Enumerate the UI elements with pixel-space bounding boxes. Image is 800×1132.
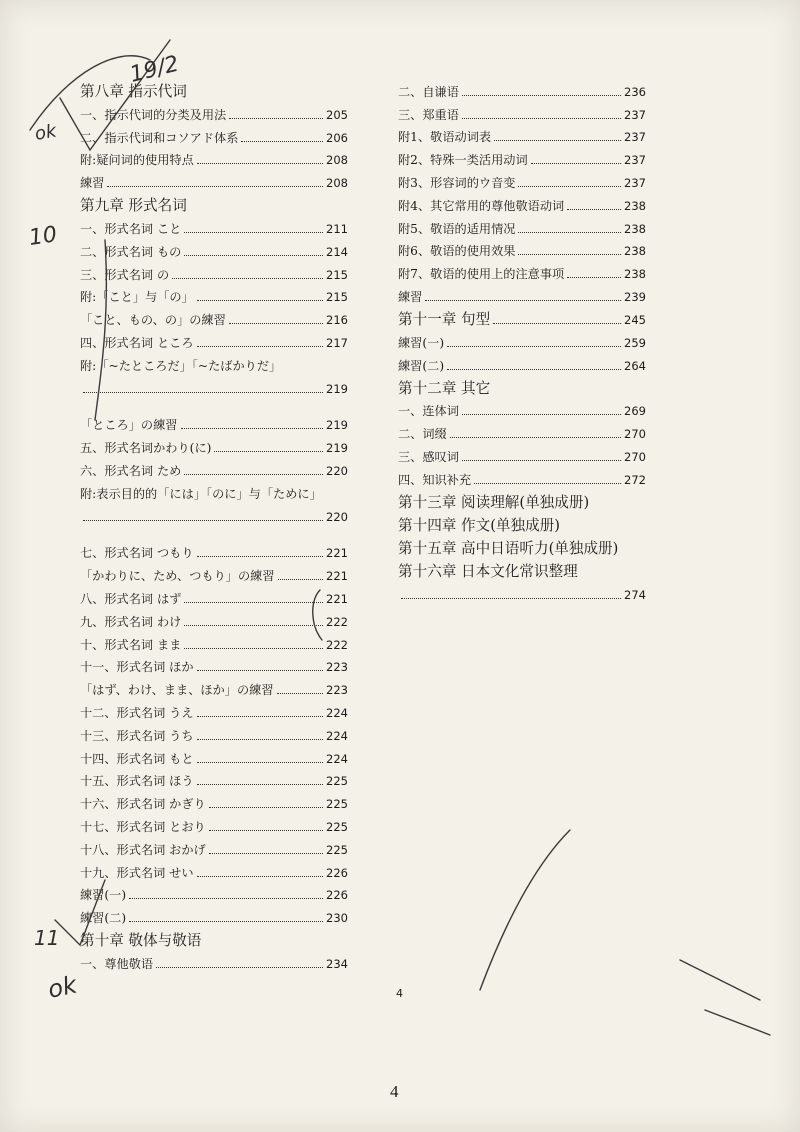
pencil-bracket [313, 590, 322, 640]
toc-page-number: 215 [326, 267, 348, 282]
toc-entry-title: 練習(二) [80, 911, 127, 926]
handwriting-ok-bottom: ok [45, 970, 80, 1004]
toc-page-number: 206 [326, 130, 348, 145]
toc-page-number: 221 [326, 569, 348, 584]
toc-page-number: 259 [624, 335, 646, 350]
toc-page-number: 219 [326, 441, 348, 456]
handwriting-eleven: 11 [34, 926, 60, 950]
toc-entry-title: 附:疑问词的使用特点 [80, 153, 194, 168]
toc-entry-title: 第十五章 高中日语听力(单独成册) [398, 539, 619, 557]
toc-entry-title: 十三、形式名词 うち [80, 728, 194, 743]
toc-page-number: 234 [326, 956, 348, 971]
toc-page-number: 208 [326, 153, 348, 168]
toc-entry-title: 十六、形式名词 かぎり [80, 797, 206, 812]
toc-entry-title: 十八、形式名词 おかげ [80, 842, 206, 857]
handwriting-ten: 10 [27, 222, 59, 251]
toc-entry-title: 四、形式名词 ところ [80, 335, 194, 350]
pencil-stroke-bottom [480, 830, 570, 990]
toc-entry-title: 附4、其它常用的尊他敬语动词 [398, 198, 565, 213]
toc-entry-title: 四、知识补充 [398, 472, 472, 487]
handwriting-top-scribble: 19/2 [127, 51, 182, 88]
toc-entry-title: 附:表示目的的「には」「のに」与「ために」 [80, 486, 322, 501]
toc-page-number: 214 [326, 244, 348, 259]
toc-page-number: 224 [326, 705, 348, 720]
toc-entry-title: 第八章 指示代词 [80, 83, 187, 100]
toc-page-number: 222 [326, 637, 348, 652]
toc-page-number: 245 [624, 312, 646, 327]
toc-entry-title: 練習(一) [398, 335, 445, 350]
toc-entry-title: 十二、形式名词 うえ [80, 705, 194, 720]
toc-entry-title: 附3、形容词的ウ音变 [398, 175, 516, 190]
toc-page-number: 211 [326, 221, 348, 236]
toc-entry-title: 二、形式名词 もの [80, 244, 182, 259]
toc-page-number: 208 [326, 176, 348, 191]
toc-entry-title: 二、词缀 [398, 427, 447, 442]
toc-entry-title: 十一、形式名词 ほか [80, 660, 194, 675]
toc-entry-title: 十四、形式名词 もと [80, 751, 194, 766]
toc-page-number: 221 [326, 546, 348, 561]
toc-entry-title: 「はず、わけ、まま、ほか」の練習 [80, 683, 274, 698]
toc-entry-title: 附2、特殊一类活用动词 [398, 153, 528, 168]
toc-page-number: 205 [326, 107, 348, 122]
toc-entry-title: 第十二章 其它 [398, 379, 491, 397]
toc-page-number: 224 [326, 728, 348, 743]
toc-entry-title: 十九、形式名词 せい [80, 865, 194, 880]
toc-page-number: 274 [624, 587, 646, 602]
toc-page-number: 224 [326, 751, 348, 766]
toc-entry-title: 十七、形式名词 とおり [80, 819, 206, 834]
toc-entry-title: 附1、敬语动词表 [398, 130, 492, 145]
toc-entry-title: 第十一章 句型 [398, 310, 491, 328]
toc-entry-title: 三、形式名词 の [80, 267, 170, 282]
toc-entry-title: 十、形式名词 まま [80, 637, 182, 652]
toc-page-number: 226 [326, 865, 348, 880]
toc-entry-title: 「ところ」の練習 [80, 418, 178, 433]
toc-page-number: 216 [326, 313, 348, 328]
toc-page-number: 238 [624, 244, 646, 259]
toc-page-number: 238 [624, 267, 646, 282]
toc-page-number: 221 [326, 591, 348, 606]
handwriting-ok-top: ok [33, 120, 58, 145]
toc-page-number: 236 [624, 84, 646, 99]
toc-page-number: 223 [326, 660, 348, 675]
toc-page-number: 223 [326, 683, 348, 698]
toc-entry-title: 第十四章 作文(单独成册) [398, 516, 560, 534]
toc-page-number: 270 [624, 427, 646, 442]
toc-page-number: 215 [326, 290, 348, 305]
toc-entry-title: 「かわりに、ため、つもり」の練習 [80, 569, 275, 584]
toc-entry-title: 附5、敬语的适用情况 [398, 221, 516, 236]
toc-page-number: 225 [326, 774, 348, 789]
toc-page-number: 272 [624, 472, 646, 487]
toc-entry-title: 二、指示代词和コソアド体系 [80, 130, 239, 145]
toc-entry-title: 九、形式名词 わけ [80, 614, 182, 629]
toc-page-number: 220 [326, 509, 348, 524]
toc-entry-title: 練習(一) [80, 888, 127, 903]
toc-page-number: 230 [326, 911, 348, 926]
toc-entry-title: 「こと、もの、の」の練習 [80, 313, 226, 328]
toc-entry-title: 一、形式名词 こと [80, 221, 182, 236]
toc-page-number: 269 [624, 404, 646, 419]
toc-page-number: 270 [624, 449, 646, 464]
toc-page-number: 219 [326, 381, 348, 396]
toc-page-number: 238 [624, 221, 646, 236]
toc-entry-title: 二、自谦语 [398, 84, 459, 99]
toc-page-number: 237 [624, 107, 646, 122]
toc-page-number: 237 [624, 130, 646, 145]
toc-entry-title: 第十六章 日本文化常识整理 [398, 562, 578, 580]
pencil-long-line [95, 240, 106, 420]
toc-entry-title: 一、连体词 [398, 404, 459, 419]
toc-entry-title: 八、形式名词 はず [80, 591, 182, 606]
toc-page-number: 225 [326, 842, 348, 857]
toc-entry-title: 練習 [398, 289, 423, 304]
toc-page-number: 222 [326, 614, 348, 629]
toc-page-number: 220 [326, 463, 348, 478]
toc-entry-title: 第十三章 阅读理解(单独成册) [398, 493, 590, 511]
toc-entry-title: 附7、敬语的使用上的注意事项 [398, 267, 565, 282]
toc-page-number: 237 [624, 153, 646, 168]
toc-entry-title: 附:「こと」与「の」 [80, 290, 194, 305]
toc-entry-title: 第十章 敬体与敬语 [80, 932, 202, 950]
toc-page-number: 219 [326, 418, 348, 433]
toc-page-number: 225 [326, 797, 348, 812]
toc-page-number: 217 [326, 335, 348, 350]
toc-page-number: 237 [624, 175, 646, 190]
toc-page-number: 239 [624, 289, 646, 304]
toc-entry-title: 附:「~たところだ」「~たばかりだ」 [80, 358, 282, 373]
toc-entry-title: 三、郑重语 [398, 107, 459, 122]
pencil-flick-2 [705, 1010, 770, 1035]
toc-entry-title: 附6、敬语的使用效果 [398, 244, 516, 259]
toc-page-number: 226 [326, 888, 348, 903]
toc-page-number: 238 [624, 198, 646, 213]
toc-entry-title: 三、感叹词 [398, 449, 459, 464]
toc-entry-title: 十五、形式名词 ほう [80, 774, 194, 789]
toc-entry-title: 七、形式名词 つもり [80, 546, 194, 561]
toc-entry-title: 第九章 形式名词 [80, 197, 187, 215]
toc-entry-title: 五、形式名词かわり(に) [80, 441, 212, 456]
toc-entry-title: 練習 [80, 176, 105, 191]
toc-entry-title: 練習(二) [398, 358, 445, 373]
toc-page-number: 225 [326, 819, 348, 834]
toc-page-number: 264 [624, 358, 646, 373]
printed-page-number: 4 [396, 987, 403, 1000]
toc-entry-title: 一、尊他敬语 [80, 956, 154, 971]
toc-entry-title: 六、形式名词 ため [80, 463, 182, 478]
pencil-check-bottom [55, 880, 105, 945]
toc-entry-title: 一、指示代词的分类及用法 [80, 107, 227, 122]
scan-page-number: 4 [390, 1082, 399, 1101]
pencil-flick [680, 960, 760, 1000]
